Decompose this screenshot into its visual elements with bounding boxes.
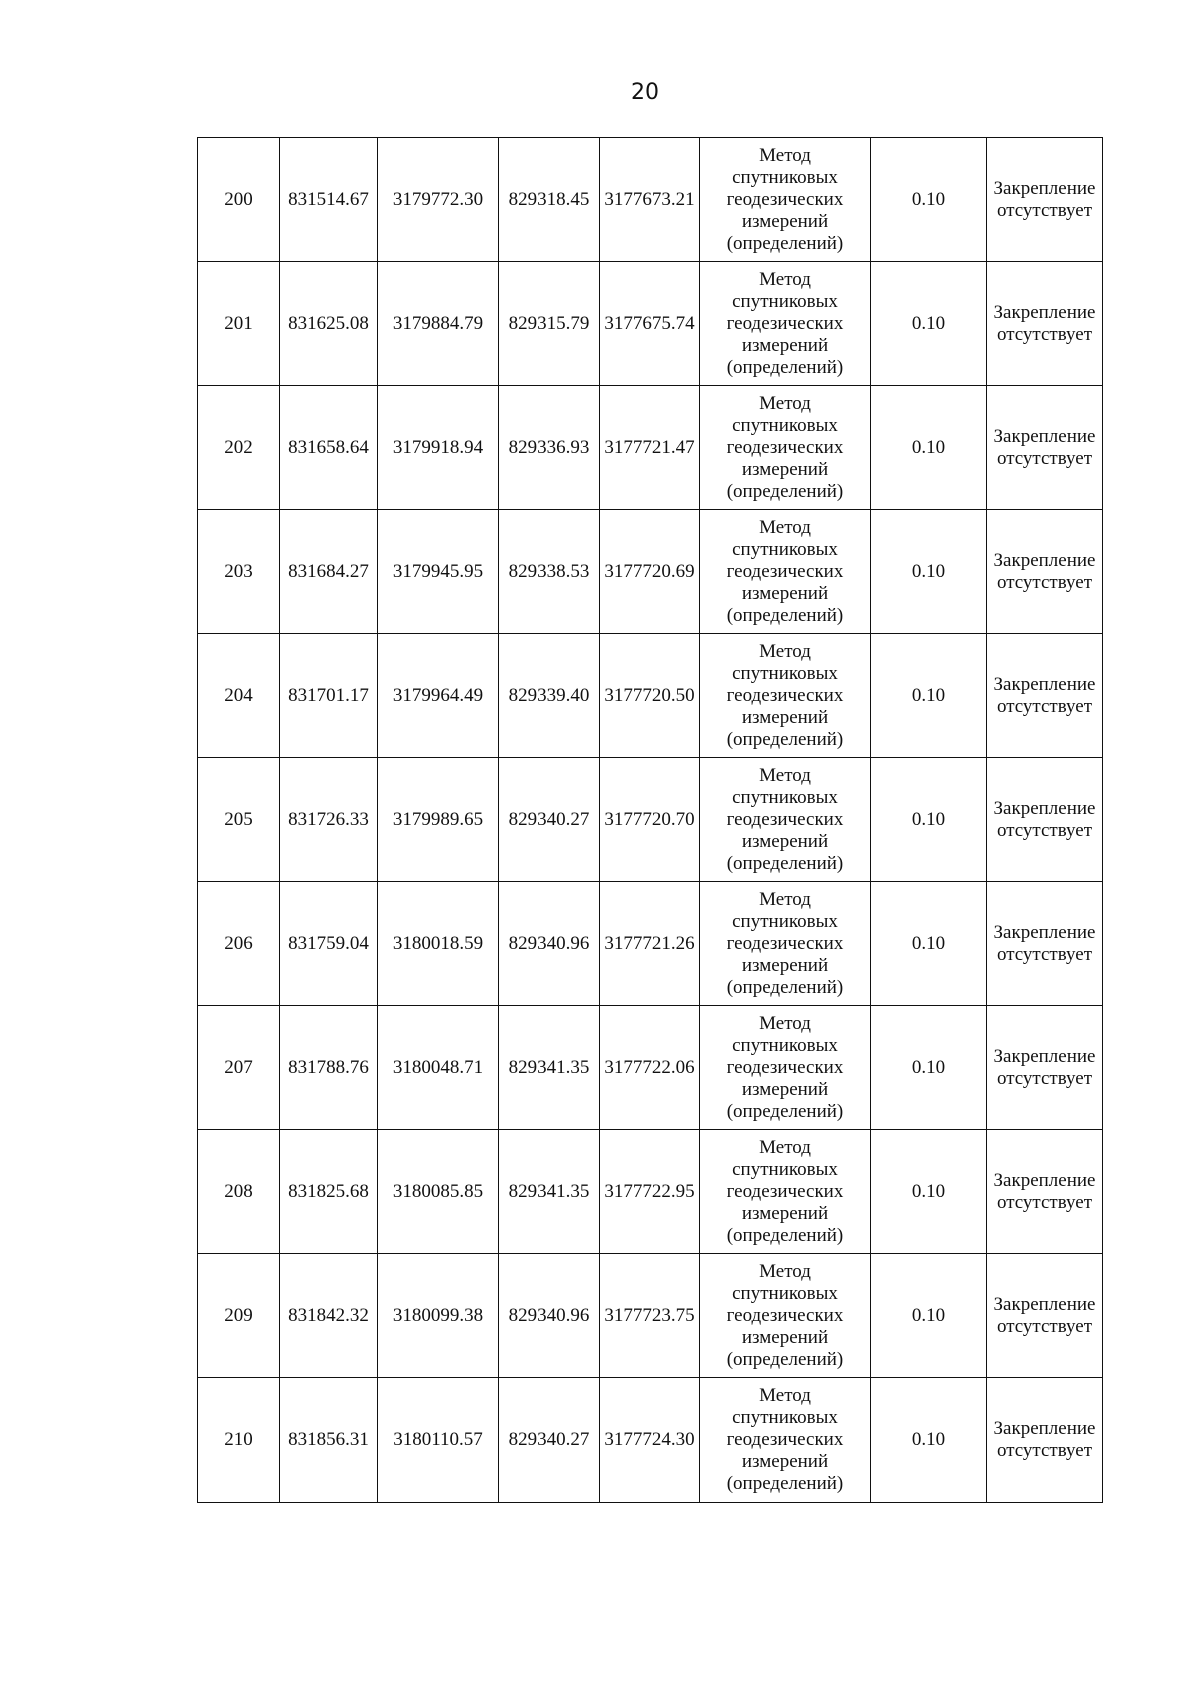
accuracy-cell: 0.10 (871, 1378, 987, 1503)
method-line: измерений (741, 1326, 829, 1348)
fixing-line: отсутствует (996, 323, 1093, 345)
fixing-line: отсутствует (996, 447, 1093, 469)
y-coordinate-cell: 3177721.47 (600, 386, 700, 510)
method-line: измерений (741, 1078, 829, 1100)
method-line: спутниковых (732, 1407, 838, 1428)
method-cell (700, 138, 871, 262)
x-coordinate-cell: 829340.96 (499, 882, 600, 1006)
x-coordinate-cell: 829338.53 (499, 510, 600, 634)
method-line: измерений (741, 334, 829, 356)
method-line: измерений (741, 210, 829, 232)
y-coordinate-cell: 3177675.74 (600, 262, 700, 386)
method-line: геодезических (726, 1180, 844, 1202)
method-line: спутниковых (732, 414, 838, 436)
point-number-cell: 201 (198, 262, 280, 386)
method-line: измерений (741, 954, 829, 976)
fixing-cell (987, 510, 1103, 634)
x-coordinate-cell: 831658.64 (280, 386, 378, 510)
y-coordinate-cell: 3180085.85 (378, 1130, 499, 1254)
x-coordinate-cell: 831842.32 (280, 1254, 378, 1378)
table-row (198, 1006, 1103, 1130)
method-line: (определений) (726, 976, 844, 998)
y-coordinate-cell: 3177723.75 (600, 1254, 700, 1378)
method-line: геодезических (726, 1304, 844, 1326)
y-coordinate-cell: 3180048.71 (378, 1006, 499, 1130)
method-line: (определений) (726, 356, 844, 378)
method-line: Метод (759, 640, 811, 662)
method-line: Метод (759, 764, 811, 786)
y-coordinate-cell: 3177721.26 (600, 882, 700, 1006)
point-number-cell: 207 (198, 1006, 280, 1130)
method-line: измерений (741, 582, 829, 604)
fixing-line: отсутствует (996, 199, 1093, 221)
method-line: геодезических (726, 932, 844, 954)
y-coordinate-cell: 3177720.50 (600, 634, 700, 758)
y-coordinate-cell: 3177724.30 (600, 1378, 700, 1503)
fixing-line: Закрепление (993, 425, 1096, 447)
point-number-cell: 206 (198, 882, 280, 1006)
x-coordinate-cell: 831825.68 (280, 1130, 378, 1254)
fixing-line: отсутствует (996, 819, 1093, 841)
y-coordinate-cell: 3180018.59 (378, 882, 499, 1006)
method-line: Метод (759, 144, 811, 166)
method-line: Метод (759, 1136, 811, 1158)
point-number-cell: 202 (198, 386, 280, 510)
y-coordinate-cell: 3177673.21 (600, 138, 700, 262)
x-coordinate-cell: 831726.33 (280, 758, 378, 882)
method-line: Метод (759, 392, 811, 414)
y-coordinate-cell: 3179772.30 (378, 138, 499, 262)
accuracy-cell: 0.10 (871, 386, 987, 510)
fixing-line: отсутствует (996, 1067, 1093, 1089)
table-row (198, 1130, 1103, 1254)
x-coordinate-cell: 829315.79 (499, 262, 600, 386)
x-coordinate-cell: 831856.31 (280, 1378, 378, 1503)
fixing-line: Закрепление (993, 1045, 1096, 1067)
fixing-line: Закрепление (993, 797, 1096, 819)
point-number-cell: 208 (198, 1130, 280, 1254)
y-coordinate-cell: 3180110.57 (378, 1378, 499, 1503)
y-coordinate-cell: 3179989.65 (378, 758, 499, 882)
method-line: (определений) (726, 604, 844, 626)
method-line: (определений) (726, 1100, 844, 1122)
x-coordinate-cell: 831701.17 (280, 634, 378, 758)
table-row (198, 758, 1103, 882)
fixing-cell (987, 1130, 1103, 1254)
x-coordinate-cell: 829341.35 (499, 1130, 600, 1254)
accuracy-cell: 0.10 (871, 882, 987, 1006)
point-number-cell: 203 (198, 510, 280, 634)
method-line: Метод (759, 1385, 811, 1406)
fixing-cell (987, 882, 1103, 1006)
method-line: Метод (759, 1260, 811, 1282)
fixing-cell (987, 758, 1103, 882)
fixing-line: отсутствует (996, 1440, 1093, 1461)
x-coordinate-cell: 831514.67 (280, 138, 378, 262)
method-line: спутниковых (732, 910, 838, 932)
y-coordinate-cell: 3177720.70 (600, 758, 700, 882)
fixing-cell (987, 1378, 1103, 1503)
method-line: измерений (741, 1451, 829, 1472)
accuracy-cell: 0.10 (871, 1130, 987, 1254)
accuracy-cell: 0.10 (871, 510, 987, 634)
point-number-cell: 204 (198, 634, 280, 758)
method-line: измерений (741, 830, 829, 852)
method-line: Метод (759, 888, 811, 910)
method-cell (700, 1130, 871, 1254)
method-line: (определений) (726, 480, 844, 502)
point-number-cell: 210 (198, 1378, 280, 1503)
fixing-line: Закрепление (993, 1293, 1096, 1315)
y-coordinate-cell: 3177720.69 (600, 510, 700, 634)
x-coordinate-cell: 829340.27 (499, 1378, 600, 1503)
method-line: (определений) (726, 728, 844, 750)
y-coordinate-cell: 3179945.95 (378, 510, 499, 634)
method-line: (определений) (726, 232, 844, 254)
fixing-line: отсутствует (996, 943, 1093, 965)
x-coordinate-cell: 831625.08 (280, 262, 378, 386)
x-coordinate-cell: 831684.27 (280, 510, 378, 634)
method-line: геодезических (726, 1429, 844, 1450)
table-body (198, 138, 1103, 1503)
fixing-line: Закрепление (993, 549, 1096, 571)
table-row (198, 634, 1103, 758)
page-number: 20 (631, 80, 659, 105)
method-cell (700, 1254, 871, 1378)
method-line: спутниковых (732, 1158, 838, 1180)
fixing-line: Закрепление (993, 301, 1096, 323)
accuracy-cell: 0.10 (871, 758, 987, 882)
y-coordinate-cell: 3177722.06 (600, 1006, 700, 1130)
x-coordinate-cell: 831788.76 (280, 1006, 378, 1130)
x-coordinate-cell: 829340.27 (499, 758, 600, 882)
method-cell (700, 882, 871, 1006)
fixing-line: Закрепление (993, 673, 1096, 695)
fixing-line: отсутствует (996, 1191, 1093, 1213)
method-line: спутниковых (732, 662, 838, 684)
point-number-cell: 209 (198, 1254, 280, 1378)
accuracy-cell: 0.10 (871, 262, 987, 386)
accuracy-cell: 0.10 (871, 138, 987, 262)
fixing-line: Закрепление (993, 1418, 1096, 1439)
fixing-line: отсутствует (996, 571, 1093, 593)
table-row (198, 882, 1103, 1006)
method-line: спутниковых (732, 786, 838, 808)
method-line: спутниковых (732, 538, 838, 560)
y-coordinate-cell: 3177722.95 (600, 1130, 700, 1254)
table-row (198, 1254, 1103, 1378)
method-line: (определений) (726, 1348, 844, 1370)
method-line: измерений (741, 1202, 829, 1224)
method-line: Метод (759, 516, 811, 538)
x-coordinate-cell: 829340.96 (499, 1254, 600, 1378)
method-line: (определений) (726, 1224, 844, 1246)
table-row (198, 510, 1103, 634)
coordinates-table (197, 137, 1103, 1503)
table-row (198, 386, 1103, 510)
fixing-cell (987, 138, 1103, 262)
fixing-line: отсутствует (996, 1315, 1093, 1337)
fixing-line: Закрепление (993, 921, 1096, 943)
accuracy-cell: 0.10 (871, 1006, 987, 1130)
method-line: Метод (759, 1012, 811, 1034)
fixing-cell (987, 1254, 1103, 1378)
method-line: геодезических (726, 684, 844, 706)
method-line: геодезических (726, 808, 844, 830)
method-line: геодезических (726, 1056, 844, 1078)
method-line: измерений (741, 458, 829, 480)
x-coordinate-cell: 829339.40 (499, 634, 600, 758)
method-line: геодезических (726, 436, 844, 458)
y-coordinate-cell: 3180099.38 (378, 1254, 499, 1378)
point-number-cell: 205 (198, 758, 280, 882)
point-number-cell: 200 (198, 138, 280, 262)
accuracy-cell: 0.10 (871, 1254, 987, 1378)
x-coordinate-cell: 831759.04 (280, 882, 378, 1006)
fixing-line: Закрепление (993, 177, 1096, 199)
x-coordinate-cell: 829318.45 (499, 138, 600, 262)
method-cell (700, 634, 871, 758)
method-cell (700, 758, 871, 882)
method-line: геодезических (726, 312, 844, 334)
method-line: геодезических (726, 188, 844, 210)
method-cell (700, 262, 871, 386)
y-coordinate-cell: 3179918.94 (378, 386, 499, 510)
fixing-line: отсутствует (996, 695, 1093, 717)
method-cell (700, 1378, 871, 1503)
method-line: спутниковых (732, 1282, 838, 1304)
method-cell (700, 510, 871, 634)
x-coordinate-cell: 829336.93 (499, 386, 600, 510)
fixing-cell (987, 262, 1103, 386)
method-line: Метод (759, 268, 811, 290)
table-row (198, 1378, 1103, 1503)
method-line: геодезических (726, 560, 844, 582)
method-line: измерений (741, 706, 829, 728)
fixing-cell (987, 386, 1103, 510)
method-line: (определений) (726, 852, 844, 874)
y-coordinate-cell: 3179884.79 (378, 262, 499, 386)
fixing-cell (987, 1006, 1103, 1130)
y-coordinate-cell: 3179964.49 (378, 634, 499, 758)
method-line: (определений) (726, 1473, 844, 1494)
accuracy-cell: 0.10 (871, 634, 987, 758)
table-row (198, 138, 1103, 262)
method-cell (700, 1006, 871, 1130)
fixing-line: Закрепление (993, 1169, 1096, 1191)
method-line: спутниковых (732, 290, 838, 312)
table-row (198, 262, 1103, 386)
method-line: спутниковых (732, 166, 838, 188)
fixing-cell (987, 634, 1103, 758)
method-cell (700, 386, 871, 510)
method-line: спутниковых (732, 1034, 838, 1056)
x-coordinate-cell: 829341.35 (499, 1006, 600, 1130)
